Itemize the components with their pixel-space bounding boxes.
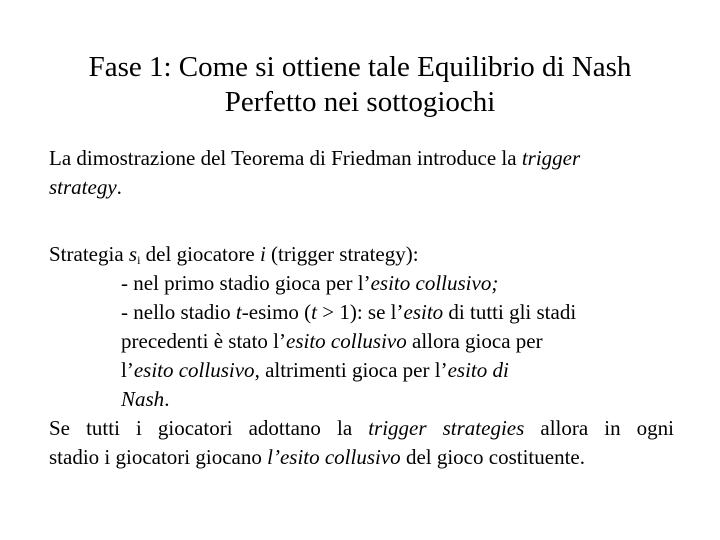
b2-nash: Nash (121, 387, 165, 411)
bullet-1 (49, 269, 674, 298)
b2-edi: esito di (447, 358, 509, 382)
b2-dot: . (164, 387, 170, 411)
conclusion-line-1 (49, 414, 674, 443)
conclusion-line-2 (49, 443, 674, 472)
b2-e: precedenti è stato l’ (121, 329, 287, 353)
concl-ts: trigger strategies (368, 416, 525, 440)
def-text-c: (trigger strategy): (265, 242, 419, 266)
b2-t1: t (235, 300, 242, 324)
b2-b: -esimo ( (241, 300, 312, 324)
b2-ec2: esito collusivo (133, 358, 255, 382)
b2-d: di tutti gli stadi (443, 300, 577, 324)
b2-c: > 1): se l’ (317, 300, 404, 324)
slide-title (0, 50, 720, 120)
b2-h: , altrimenti gioca per l’ (254, 358, 448, 382)
b2-esito: esito (403, 300, 444, 324)
bullet-2-line-3 (49, 356, 674, 385)
b2-ec1: esito collusivo (286, 329, 407, 353)
b2-t2: t (311, 300, 317, 324)
bullet1-esito: esito collusivo; (370, 271, 499, 295)
title-line-2: Perfetto nei sottogiochi (224, 86, 496, 118)
def-text-a: Strategia (49, 242, 129, 266)
b2-f: allora gioca per (406, 329, 543, 353)
concl-b: allora in ogni (524, 416, 674, 440)
b2-g: l’ (121, 358, 134, 382)
intro-trigger: trigger (521, 146, 581, 170)
intro-strategy: strategy (49, 175, 117, 199)
intro-end: . (116, 175, 122, 199)
concl-ec: l’esito collusivo (267, 445, 401, 469)
intro-paragraph (49, 144, 674, 202)
def-s: s (128, 242, 138, 266)
concl-c: stadio i giocatori giocano (49, 445, 268, 469)
definition-block (49, 240, 674, 472)
b2-a: - nello stadio (121, 300, 236, 324)
bullet-2-line-4 (49, 385, 674, 414)
bullet-2-line-2 (49, 327, 674, 356)
title-line-1: Fase 1: Come si ottiene tale Equilibrio di Nash (88, 51, 632, 83)
def-text-b: del giocatore (140, 242, 260, 266)
bullet1-text: - nel primo stadio gioca per l’ (121, 271, 371, 295)
bullet-2-line-1 (49, 298, 674, 327)
definition-line (49, 240, 674, 269)
def-i: i (259, 242, 266, 266)
concl-a: Se tutti i giocatori adottano la (49, 416, 369, 440)
concl-d: del gioco costituente. (400, 445, 585, 469)
intro-text: La dimostrazione del Teorema di Friedman introduce la (49, 146, 522, 170)
def-s-subscript: i (137, 253, 141, 267)
